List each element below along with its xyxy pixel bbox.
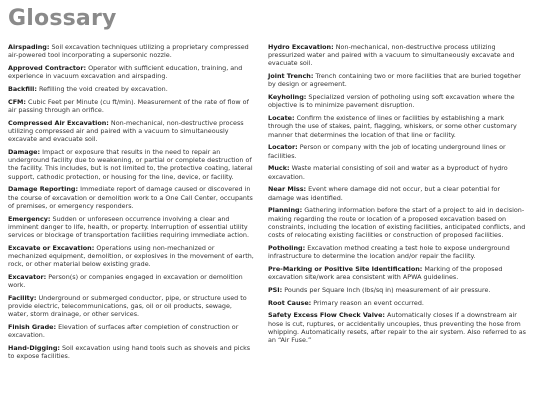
glossary-definition: Trench containing two or more facilities that are buried together by design or agreement. bbox=[268, 72, 521, 89]
glossary-definition: Elevation of surfaces after completion of construction or excavation. bbox=[8, 323, 239, 340]
glossary-definition: Person or company with the job of locating underground lines or facilities. bbox=[268, 143, 506, 160]
glossary-term: Damage Reporting: bbox=[8, 185, 79, 194]
glossary-entry-hand-digging bbox=[8, 344, 254, 360]
glossary-term: Excavator: bbox=[8, 273, 47, 282]
glossary-term: Backfill: bbox=[8, 85, 37, 93]
glossary-definition: Marking of the proposed excavation site/work area consistent with APWA guidelines. bbox=[268, 264, 503, 282]
glossary-term: Pre-Marking or Positive Site Identification: bbox=[268, 264, 423, 273]
glossary-entry-emergency bbox=[8, 215, 254, 240]
glossary-term: Joint Trench: bbox=[268, 72, 314, 81]
glossary-entry-joint-trench bbox=[268, 72, 528, 88]
glossary-definition: Waste material consisting of soil and water as a byproduct of hydro excavation. bbox=[268, 164, 508, 181]
glossary-definition: Event where damage did not occur, but a clear potential for damage was identified. bbox=[268, 185, 500, 202]
glossary-entry-damage-reporting bbox=[8, 185, 254, 210]
glossary-term: CFM: bbox=[8, 97, 26, 106]
glossary-definition: Underground or submerged conductor, pipe, or structure used to provide electric, telecommunications, gas, oil or oil products, sewage, water, storm drainage, or other services. bbox=[8, 294, 247, 319]
glossary-entry-locator bbox=[268, 143, 528, 159]
glossary-term: Compressed Air Excavation: bbox=[8, 118, 109, 127]
glossary-entry-potholing bbox=[268, 244, 528, 260]
glossary-definition: Operator with sufficient education, training, and experience in vacuum excavation and airspading. bbox=[8, 64, 243, 81]
glossary-definition: Soil excavation using hand tools such as shovels and picks to expose facilities. bbox=[8, 344, 251, 361]
glossary-definition: Soil excavation techniques utilizing a proprietary compressed air-powered tool incorporating a supersonic nozzle. bbox=[8, 43, 249, 60]
glossary-right-column bbox=[268, 43, 528, 349]
glossary-entry-excavator bbox=[8, 273, 254, 289]
glossary-definition: Sudden or unforeseen occurrence involving a clear and imminent danger to life, health, or property. Interruption of essential utility services or blockage of transportation facilities requiring immediate action. bbox=[8, 214, 250, 240]
glossary-definition: Cubic Feet per Minute (cu ft/min). Measurement of the rate of flow of air passing through an orifice. bbox=[8, 97, 249, 114]
glossary-term: Muck: bbox=[268, 164, 290, 173]
glossary-term: Finish Grade: bbox=[8, 323, 57, 332]
glossary-term: Keyholing: bbox=[268, 93, 307, 102]
glossary-entry-root-cause bbox=[268, 299, 528, 307]
glossary-entry-keyholing bbox=[268, 93, 528, 109]
glossary-entry-compressed-air-excavation bbox=[8, 119, 254, 144]
glossary-definition: Immediate report of damage caused or discovered in the course of excavation or demolition work to a One Call Center, occupants of premises, or emergency responders. bbox=[8, 185, 253, 210]
glossary-entry-finish-grade bbox=[8, 323, 254, 339]
glossary-definition: Automatically closes if a downstream air hose is cut, ruptures, or accidentally uncouples, thus preventing the hose from whipping. Automatically resets, after repair to the air system. Also referred to as an “Air Fuse.” bbox=[268, 311, 526, 345]
glossary-entry-damage bbox=[8, 148, 254, 181]
glossary-term: Airspading: bbox=[8, 43, 50, 51]
glossary-left-column bbox=[8, 43, 254, 365]
glossary-definition: Pounds per Square Inch (lbs/sq in) measurement of air pressure. bbox=[284, 285, 491, 294]
glossary-term: Root Cause: bbox=[268, 298, 312, 307]
glossary-entry-locate bbox=[268, 114, 528, 139]
glossary-term: Hand-Digging: bbox=[8, 344, 60, 353]
glossary-term: Facility: bbox=[8, 294, 37, 303]
glossary-entry-planning bbox=[268, 206, 528, 239]
glossary-definition: Gathering information before the start of a project to aid in decision-making regarding the route or location of a proposed excavation based on constraints, including the location of existing facilities, anticipated conflicts, and costs of relocating existing facilities or construction of proposed facilities. bbox=[268, 206, 526, 240]
glossary-entry-airspading bbox=[8, 43, 254, 59]
glossary-entry-approved-contractor bbox=[8, 64, 254, 80]
glossary-definition: Excavation method creating a test hole to expose underground infrastructure to determine the location and/or repair the facility. bbox=[268, 243, 510, 261]
glossary-definition: Refilling the void created by excavation. bbox=[38, 85, 168, 93]
glossary-term: Potholing: bbox=[268, 243, 306, 252]
glossary-entry-muck bbox=[268, 164, 528, 180]
glossary-definition: Operations using non-mechanized or mechanized equipment, demolition, or explosives in the movement of earth, rock, or other material below existing grade. bbox=[8, 243, 254, 269]
glossary-term: PSI: bbox=[268, 285, 283, 294]
glossary-entry-cfm bbox=[8, 98, 254, 114]
glossary-term: Near Miss: bbox=[268, 185, 307, 194]
glossary-entry-psi bbox=[268, 286, 528, 294]
glossary-entry-safety-excess-flow-check-valve bbox=[268, 311, 528, 344]
glossary-definition: Primary reason an event occurred. bbox=[313, 298, 424, 307]
glossary-entry-excavate bbox=[8, 244, 254, 269]
glossary-term: Safety Excess Flow Check Valve: bbox=[268, 311, 385, 320]
glossary-term: Locate: bbox=[268, 114, 295, 123]
glossary-entry-near-miss bbox=[268, 185, 528, 201]
glossary-term: Planning: bbox=[268, 206, 303, 215]
glossary-term: Emergency: bbox=[8, 214, 51, 223]
page-title: Glossary bbox=[8, 6, 117, 31]
glossary-term: Locator: bbox=[268, 143, 298, 152]
glossary-definition: Non-mechanical, non-destructive process utilizing pressurized water and paired with a vacuum to simultaneously excavate and evacuate soil. bbox=[268, 43, 515, 68]
glossary-term: Damage: bbox=[8, 148, 41, 156]
glossary-definition: Non-mechanical, non-destructive process utilizing compressed air and paired with a vacuum to simultaneously excavate and evacuate soil. bbox=[8, 118, 244, 144]
glossary-entry-pre-marking bbox=[268, 265, 528, 281]
glossary-definition: Specialized version of potholing using soft excavation where the objective is to minimize pavement disruption. bbox=[268, 93, 515, 110]
glossary-term: Approved Contractor: bbox=[8, 64, 87, 72]
glossary-definition: Impact or exposure that results in the need to repair an underground facility due to weakening, or partial or complete destruction of the facility. This includes, but is not limited to, the protective coating, lateral support, cathodic protection, or housing for the line, device, or facility. bbox=[8, 148, 253, 181]
glossary-definition: Person(s) or companies engaged in excavation or demolition work. bbox=[8, 273, 243, 290]
glossary-definition: Confirm the existence of lines or facilities by establishing a mark through the use of stakes, paint, flagging, whiskers, or some other customary manner that determines the location of that line or facility. bbox=[268, 114, 517, 139]
glossary-term: Hydro Excavation: bbox=[268, 43, 334, 51]
glossary-entry-facility bbox=[8, 294, 254, 319]
glossary-entry-hydro-excavation bbox=[268, 43, 528, 68]
glossary-entry-backfill bbox=[8, 85, 254, 93]
glossary-term: Excavate or Excavation: bbox=[8, 243, 95, 252]
